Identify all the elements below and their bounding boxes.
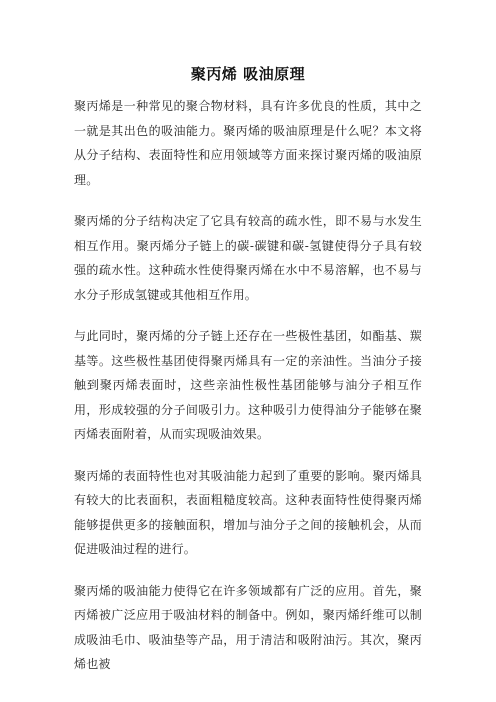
document-body [74,94,422,694]
paragraph-3: 与此同时，聚丙烯的分子链上还存在一些极性基团，如酯基、羰基等。这些极性基团使得聚丙烯具有一定的亲油性。当油分子接触到聚丙烯表面时，这些亲油性极性基团能够与油分子相互作用，形成较强的分子间吸引力。这种吸引力使得油分子能够在聚丙烯表面附着，从而实现吸油效果。 [74,329,422,441]
document-title: 聚丙烯 吸油原理 [190,65,306,83]
paragraph-4: 聚丙烯的表面特性也对其吸油能力起到了重要的影响。聚丙烯具有较大的比表面积，表面粗糙度较高。这种表面特性使得聚丙烯能够提供更多的接触面积，增加与油分子之间的接触机会，从而促进吸油过程的进行。 [74,468,422,556]
paragraph-2: 聚丙烯的分子结构决定了它具有较高的疏水性，即不易与水发生相互作用。聚丙烯分子链上的碳-碳键和碳-氢键使得分子具有较强的疏水性。这种疏水性使得聚丙烯在水中不易溶解，也不易与水分子形成氢键或其他相互作用。 [74,214,422,302]
paragraph-5: 聚丙烯的吸油能力使得它在许多领域都有广泛的应用。首先，聚丙烯被广泛应用于吸油材料的制备中。例如，聚丙烯纤维可以制成吸油毛巾、吸油垫等产品，用于清洁和吸附油污。其次，聚丙烯也被 [74,583,422,671]
paragraph-1: 聚丙烯是一种常见的聚合物材料，具有许多优良的性质，其中之一就是其出色的吸油能力。聚丙烯的吸油原理是什么呢？本文将从分子结构、表面特性和应用领域等方面来探讨聚丙烯的吸油原理。 [74,99,422,187]
